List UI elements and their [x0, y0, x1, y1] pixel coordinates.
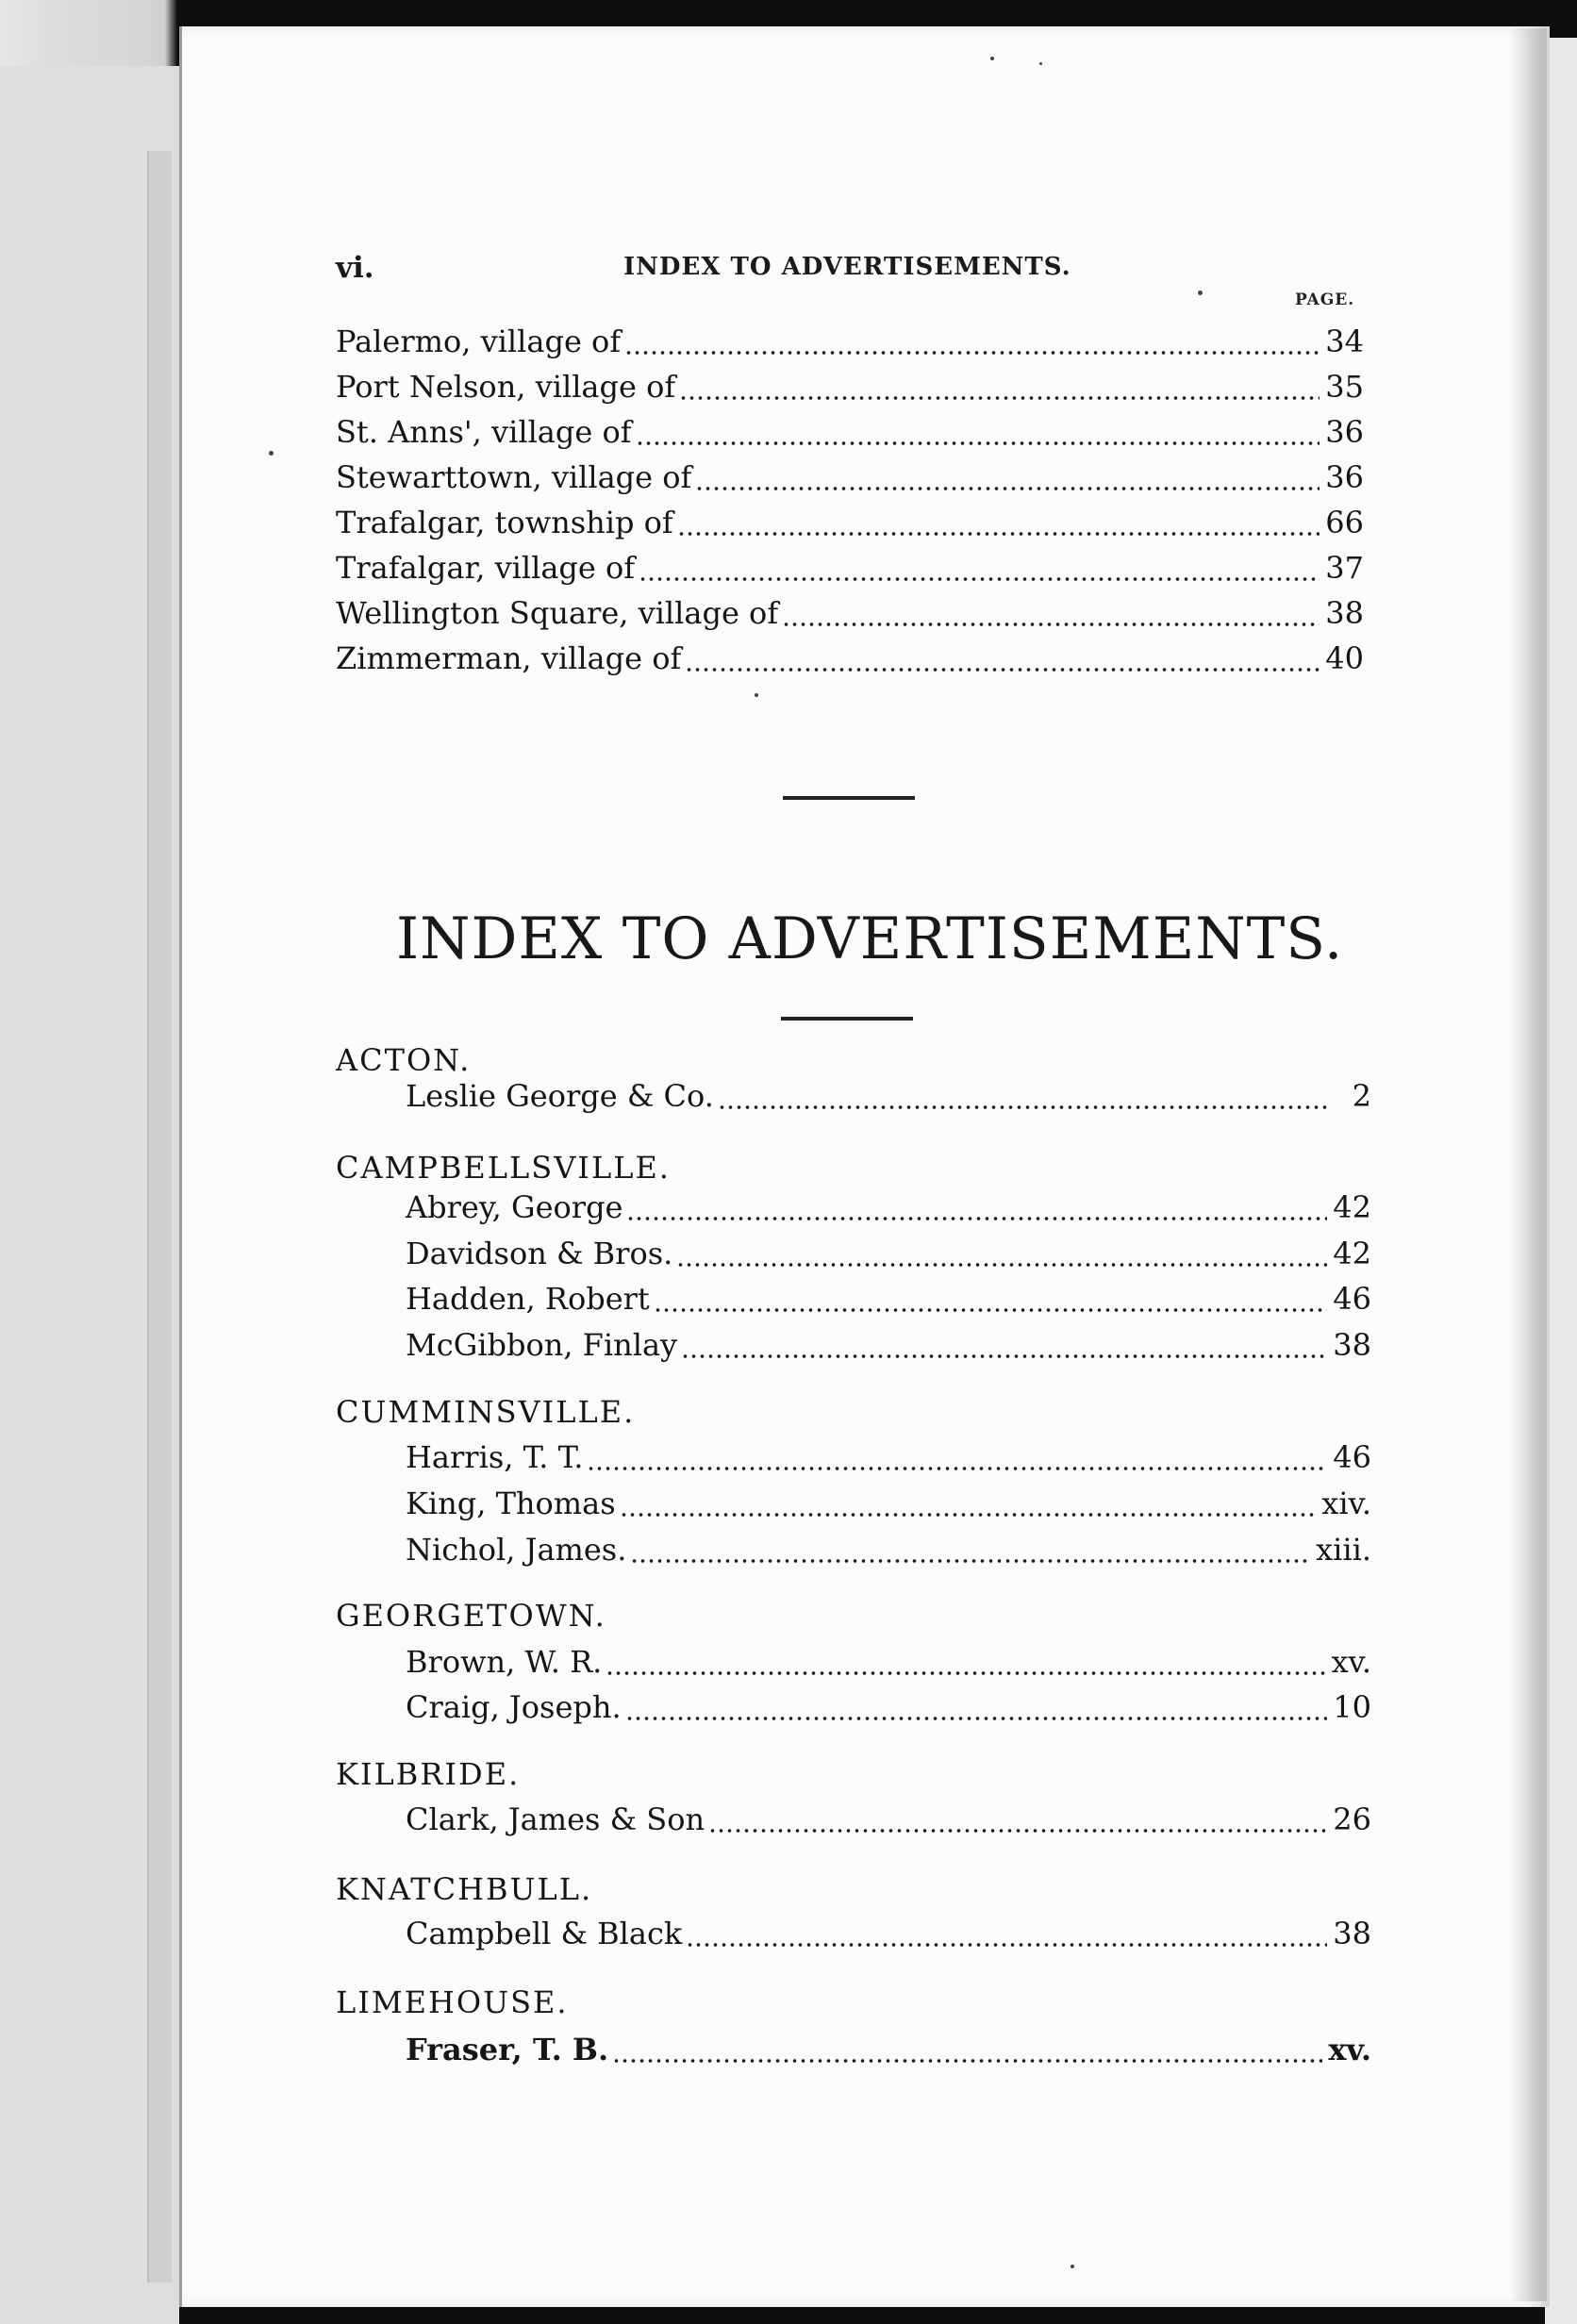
- entry-page: 42: [1333, 1236, 1371, 1271]
- list-item: [336, 550, 1364, 591]
- dot-leader: [708, 1829, 1327, 1833]
- list-item: [406, 1916, 1371, 1957]
- dot-leader: [654, 1308, 1328, 1312]
- list-item: [336, 324, 1364, 365]
- entry-page: 46: [1333, 1281, 1371, 1317]
- entry-name: Nichol, James.: [406, 1532, 627, 1568]
- entry-name: Trafalgar, village of: [336, 550, 636, 586]
- entry-name: Wellington Square, village of: [336, 595, 779, 631]
- entry-name: McGibbon, Finlay: [406, 1327, 678, 1363]
- dot-leader: [636, 441, 1320, 445]
- dot-leader: [679, 396, 1320, 400]
- next-leaf-edge: [1545, 38, 1577, 2324]
- entry-name: Davidson & Bros.: [406, 1236, 673, 1271]
- section-heading-knatchbull: KNATCHBULL.: [336, 1871, 593, 1907]
- entry-page: 37: [1325, 550, 1364, 586]
- dot-leader: [606, 1671, 1325, 1675]
- entry-name: Trafalgar, township of: [336, 505, 673, 540]
- dot-leader: [587, 1467, 1327, 1470]
- list-item: [406, 1689, 1371, 1731]
- scan-speck: [1198, 290, 1203, 295]
- dot-leader: [686, 1943, 1327, 1947]
- dot-leader: [639, 577, 1320, 581]
- list-item: [406, 1327, 1371, 1369]
- entry-name: Abrey, George: [406, 1189, 623, 1225]
- section-heading-acton: ACTON.: [336, 1042, 472, 1078]
- list-item: [336, 640, 1364, 682]
- list-item: [336, 369, 1364, 410]
- entry-page: 40: [1325, 640, 1364, 676]
- entry-name: Port Nelson, village of: [336, 369, 676, 405]
- dot-leader: [612, 2059, 1322, 2063]
- list-item: [406, 1801, 1371, 1843]
- list-item: [336, 414, 1364, 456]
- entry-name: Palermo, village of: [336, 324, 622, 359]
- entry-name: St. Anns', village of: [336, 414, 632, 450]
- section-heading-georgetown: GEORGETOWN.: [336, 1598, 606, 1634]
- entry-page: 42: [1333, 1189, 1371, 1225]
- scan-speck: [755, 693, 758, 697]
- entry-page: 10: [1333, 1689, 1371, 1725]
- page-folio: vi.: [336, 251, 374, 285]
- scan-speck: [1039, 62, 1042, 65]
- entry-page: 36: [1325, 459, 1364, 495]
- entry-name: Zimmerman, village of: [336, 640, 682, 676]
- list-item: [406, 1439, 1371, 1481]
- list-item: [406, 1078, 1371, 1120]
- entry-page: 2: [1352, 1078, 1371, 1114]
- entry-name: Craig, Joseph.: [406, 1689, 622, 1725]
- entry-page: 46: [1333, 1439, 1371, 1475]
- entry-page: 38: [1333, 1327, 1371, 1363]
- running-header: [336, 251, 1364, 289]
- entry-page: xiii.: [1316, 1532, 1371, 1568]
- list-item: [406, 2032, 1371, 2073]
- dot-leader: [676, 1263, 1327, 1267]
- entry-page: 26: [1333, 1801, 1371, 1837]
- dot-leader: [626, 1217, 1327, 1220]
- scan-speck: [269, 451, 274, 456]
- dot-leader: [625, 1717, 1328, 1720]
- dot-leader: [681, 1354, 1327, 1358]
- facing-page-edge: [147, 151, 172, 2282]
- dot-leader: [630, 1559, 1310, 1563]
- entry-name: Clark, James & Son: [406, 1801, 706, 1837]
- entry-name: Campbell & Black: [406, 1916, 683, 1951]
- list-item: [406, 1281, 1371, 1322]
- dot-leader: [782, 622, 1320, 626]
- section-heading-campbellsville: CAMPBELLSVILLE.: [336, 1150, 671, 1186]
- dot-leader: [620, 1513, 1317, 1517]
- section-heading-limehouse: LIMEHOUSE.: [336, 1984, 569, 2020]
- entry-page: 66: [1325, 505, 1364, 540]
- dot-leader: [677, 532, 1320, 536]
- list-item: [336, 459, 1364, 501]
- entry-page: xv.: [1328, 2032, 1371, 2067]
- entry-name: Brown, W. R.: [406, 1644, 603, 1680]
- entry-page: xv.: [1331, 1644, 1371, 1680]
- entry-name: Fraser, T. B.: [406, 2032, 609, 2067]
- entry-name: Harris, T. T.: [406, 1439, 584, 1475]
- entry-name: Hadden, Robert: [406, 1281, 650, 1317]
- list-item: [406, 1486, 1371, 1527]
- running-title: INDEX TO ADVERTISEMENTS.: [623, 253, 1071, 281]
- entry-page: 34: [1325, 324, 1364, 359]
- section-heading-kilbride: KILBRIDE.: [336, 1756, 521, 1792]
- entry-name: Stewarttown, village of: [336, 459, 692, 495]
- dot-leader: [685, 668, 1320, 672]
- dot-leader: [718, 1105, 1328, 1109]
- section-divider: [781, 1017, 913, 1021]
- entry-name: Leslie George & Co.: [406, 1078, 714, 1114]
- entry-page: 38: [1325, 595, 1364, 631]
- entry-page: 36: [1325, 414, 1364, 450]
- page-title: INDEX TO ADVERTISEMENTS.: [396, 905, 1344, 972]
- list-item: [406, 1532, 1371, 1573]
- entry-page: 38: [1333, 1916, 1371, 1951]
- section-heading-cumminsville: CUMMINSVILLE.: [336, 1394, 636, 1430]
- entry-page: 35: [1325, 369, 1364, 405]
- scan-speck: [990, 57, 994, 60]
- list-item: [336, 505, 1364, 546]
- entry-page: xiv.: [1321, 1486, 1371, 1521]
- entry-name: King, Thomas: [406, 1486, 616, 1521]
- dot-leader: [695, 487, 1320, 490]
- list-item: [406, 1236, 1371, 1277]
- page-column-label: PAGE.: [1295, 290, 1355, 309]
- page-gutter-shadow: [1509, 28, 1547, 2301]
- list-item: [336, 595, 1364, 637]
- section-divider: [783, 796, 915, 800]
- list-item: [406, 1644, 1371, 1685]
- list-item: [406, 1189, 1371, 1231]
- dot-leader: [624, 351, 1320, 355]
- scan-speck: [1071, 2265, 1074, 2268]
